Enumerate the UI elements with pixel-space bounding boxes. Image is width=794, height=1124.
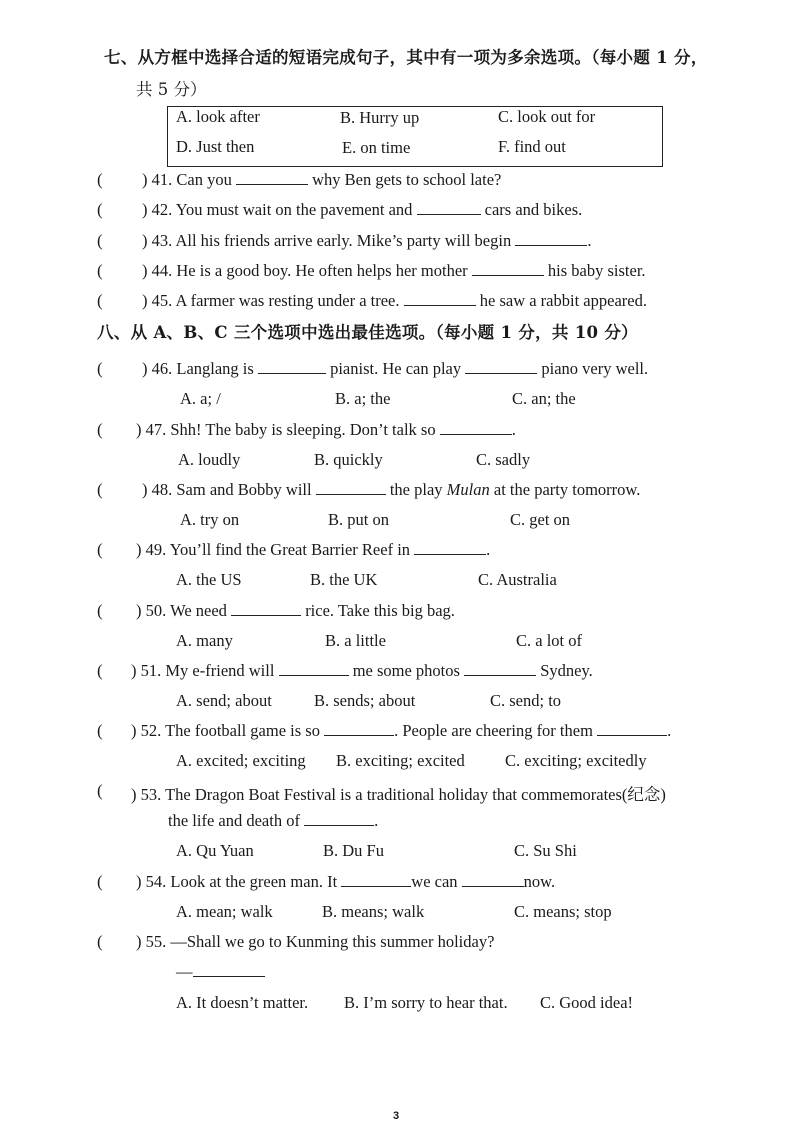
answer-blank[interactable] xyxy=(404,291,476,306)
question-text: at the party tomorrow. xyxy=(493,480,641,499)
answer-paren: ( xyxy=(97,661,103,680)
option-c[interactable]: C. get on xyxy=(510,510,571,529)
answer-blank[interactable] xyxy=(462,872,524,887)
answer-paren: ( xyxy=(97,231,103,250)
question-number: ) 45. xyxy=(142,291,173,310)
option-a[interactable]: A. Qu Yuan xyxy=(176,841,254,860)
question-text: his baby sister. xyxy=(547,261,646,280)
question-number: ) 55. xyxy=(136,932,167,951)
option-a[interactable]: A. many xyxy=(176,631,233,650)
answer-paren: ( xyxy=(97,540,103,559)
option-c[interactable]: C. means; stop xyxy=(514,902,612,921)
question-number: ) 47. xyxy=(136,420,167,439)
answer-blank[interactable] xyxy=(236,170,308,185)
option-c[interactable]: C. an; the xyxy=(512,389,576,408)
phrase-option: B. Hurry up xyxy=(340,108,420,127)
section8-title: 八、从 A、B、C 三个选项中选出最佳选项。（每小题 1 分，共 10 分） xyxy=(97,323,638,342)
answer-paren: ( xyxy=(97,291,103,310)
question-text: Shh! The baby is sleeping. Don’t talk so xyxy=(170,420,436,439)
answer-blank[interactable] xyxy=(324,721,394,736)
question-text: We need xyxy=(170,601,227,620)
option-b[interactable]: B. means; walk xyxy=(322,902,425,921)
question-text: pianist. He can play xyxy=(330,359,462,378)
answer-blank[interactable] xyxy=(279,661,349,676)
answer-paren: ( xyxy=(97,932,103,951)
question-text: he saw a rabbit appeared. xyxy=(479,291,647,310)
phrase-option: F. find out xyxy=(498,137,566,156)
option-b[interactable]: B. put on xyxy=(328,510,389,529)
answer-blank[interactable] xyxy=(597,721,667,736)
answer-blank[interactable] xyxy=(414,540,486,555)
dialogue-dash: — xyxy=(176,962,193,981)
question-text: A farmer was resting under a tree. xyxy=(175,291,400,310)
question-text: why Ben gets to school late? xyxy=(312,170,502,189)
answer-paren: ( xyxy=(97,781,103,800)
question-text: the play xyxy=(389,480,443,499)
answer-paren: ( xyxy=(97,359,103,378)
option-b[interactable]: B. quickly xyxy=(314,450,383,469)
option-c[interactable]: C. send; to xyxy=(490,691,562,710)
option-b[interactable]: B. sends; about xyxy=(314,691,416,710)
option-a[interactable]: A. the US xyxy=(176,570,242,589)
option-b[interactable]: B. a little xyxy=(325,631,386,650)
question-text: You’ll find the Great Barrier Reef in xyxy=(169,540,411,559)
option-a[interactable]: A. send; about xyxy=(176,691,272,710)
question-text: He is a good boy. He often helps her mother xyxy=(176,261,468,280)
question-text: . People are cheering for them xyxy=(394,721,593,740)
answer-blank[interactable] xyxy=(304,811,374,826)
question-text: now. xyxy=(523,872,556,891)
answer-paren: ( xyxy=(97,601,103,620)
answer-blank[interactable] xyxy=(316,480,386,495)
section7-title-line2: 共 5 分） xyxy=(136,80,207,99)
question-text: All his friends arrive early. Mike’s party will begin xyxy=(175,231,512,250)
answer-paren: ( xyxy=(97,420,103,439)
answer-blank[interactable] xyxy=(515,231,587,246)
option-b[interactable]: B. exciting; excited xyxy=(336,751,465,770)
answer-paren: ( xyxy=(97,261,103,280)
phrase-option: C. look out for xyxy=(498,107,596,126)
option-a[interactable]: A. a; / xyxy=(180,389,221,408)
question-number: ) 49. xyxy=(136,540,167,559)
question-text: You must wait on the pavement and xyxy=(175,200,413,219)
question-text: . xyxy=(511,420,516,439)
option-a[interactable]: A. loudly xyxy=(178,450,241,469)
question-text: —Shall we go to Kunming this summer holiday? xyxy=(170,932,495,951)
answer-blank[interactable] xyxy=(231,601,301,616)
answer-paren: ( xyxy=(97,200,103,219)
question-number: ) 50. xyxy=(136,601,167,620)
question-text: Langlang is xyxy=(176,359,254,378)
answer-paren: ( xyxy=(97,170,103,189)
answer-blank[interactable] xyxy=(464,661,536,676)
option-c[interactable]: C. sadly xyxy=(476,450,531,469)
phrase-box xyxy=(167,106,663,167)
option-b[interactable]: B. a; the xyxy=(335,389,391,408)
option-a[interactable]: A. excited; exciting xyxy=(176,751,306,770)
option-b[interactable]: B. the UK xyxy=(310,570,378,589)
question-text: Sydney. xyxy=(540,661,593,680)
option-c[interactable]: C. a lot of xyxy=(516,631,582,650)
question-number: ) 51. xyxy=(131,661,162,680)
question-text: . xyxy=(486,540,491,559)
answer-blank[interactable] xyxy=(472,261,544,276)
option-b[interactable]: B. Du Fu xyxy=(323,841,384,860)
answer-blank[interactable] xyxy=(258,359,326,374)
question-text: . xyxy=(667,721,672,740)
phrase-option: E. on time xyxy=(342,138,411,157)
question-number: ) 54. xyxy=(136,872,167,891)
answer-paren: ( xyxy=(97,872,103,891)
option-a[interactable]: A. try on xyxy=(180,510,240,529)
question-text: My e-friend will xyxy=(165,661,275,680)
question-text: The football game is so xyxy=(165,721,320,740)
option-c[interactable]: C. exciting; excitedly xyxy=(505,751,647,770)
phrase-option: D. Just then xyxy=(176,137,255,156)
answer-blank[interactable] xyxy=(465,359,537,374)
question-text: . xyxy=(587,231,592,250)
answer-blank[interactable] xyxy=(193,962,265,977)
question-text: the life and death of xyxy=(168,811,300,830)
answer-paren: ( xyxy=(97,721,103,740)
question-number: ) 41. xyxy=(142,170,173,189)
question-number: ) 44. xyxy=(142,261,173,280)
option-c[interactable]: C. Su Shi xyxy=(514,841,577,860)
option-b[interactable]: B. I’m sorry to hear that. xyxy=(344,993,508,1012)
question-text: piano very well. xyxy=(541,359,649,378)
page-number: 3 xyxy=(393,1110,400,1122)
question-text: The Dragon Boat Festival is a traditional holiday that commemorates(纪念) xyxy=(165,785,666,804)
question-number: ) 42. xyxy=(142,200,173,219)
question-text: rice. Take this big bag. xyxy=(305,601,455,620)
question-number: ) 53. xyxy=(131,785,162,804)
answer-paren: ( xyxy=(97,480,103,499)
question-text: Look at the green man. It xyxy=(170,872,338,891)
answer-blank[interactable] xyxy=(440,420,512,435)
question-number: ) 46. xyxy=(142,359,173,378)
question-text: cars and bikes. xyxy=(484,200,583,219)
phrase-option: A. look after xyxy=(176,107,260,126)
answer-blank[interactable] xyxy=(341,872,411,887)
question-number: ) 43. xyxy=(142,231,173,250)
question-italic-title: Mulan xyxy=(446,480,490,499)
option-a[interactable]: A. mean; walk xyxy=(176,902,273,921)
question-number: ) 48. xyxy=(142,480,173,499)
question-text: . xyxy=(374,811,379,830)
answer-blank[interactable] xyxy=(417,200,481,215)
option-c[interactable]: C. Good idea! xyxy=(540,993,634,1012)
option-a[interactable]: A. It doesn’t matter. xyxy=(176,993,309,1012)
question-text: Sam and Bobby will xyxy=(176,480,312,499)
question-text: Can you xyxy=(176,170,232,189)
option-c[interactable]: C. Australia xyxy=(478,570,557,589)
section7-title: 七、从方框中选择合适的短语完成句子，其中有一项为多余选项。（每小题 1 分， xyxy=(104,48,708,67)
question-text: me some photos xyxy=(352,661,460,680)
question-number: ) 52. xyxy=(131,721,162,740)
question-text: we can xyxy=(411,872,458,891)
